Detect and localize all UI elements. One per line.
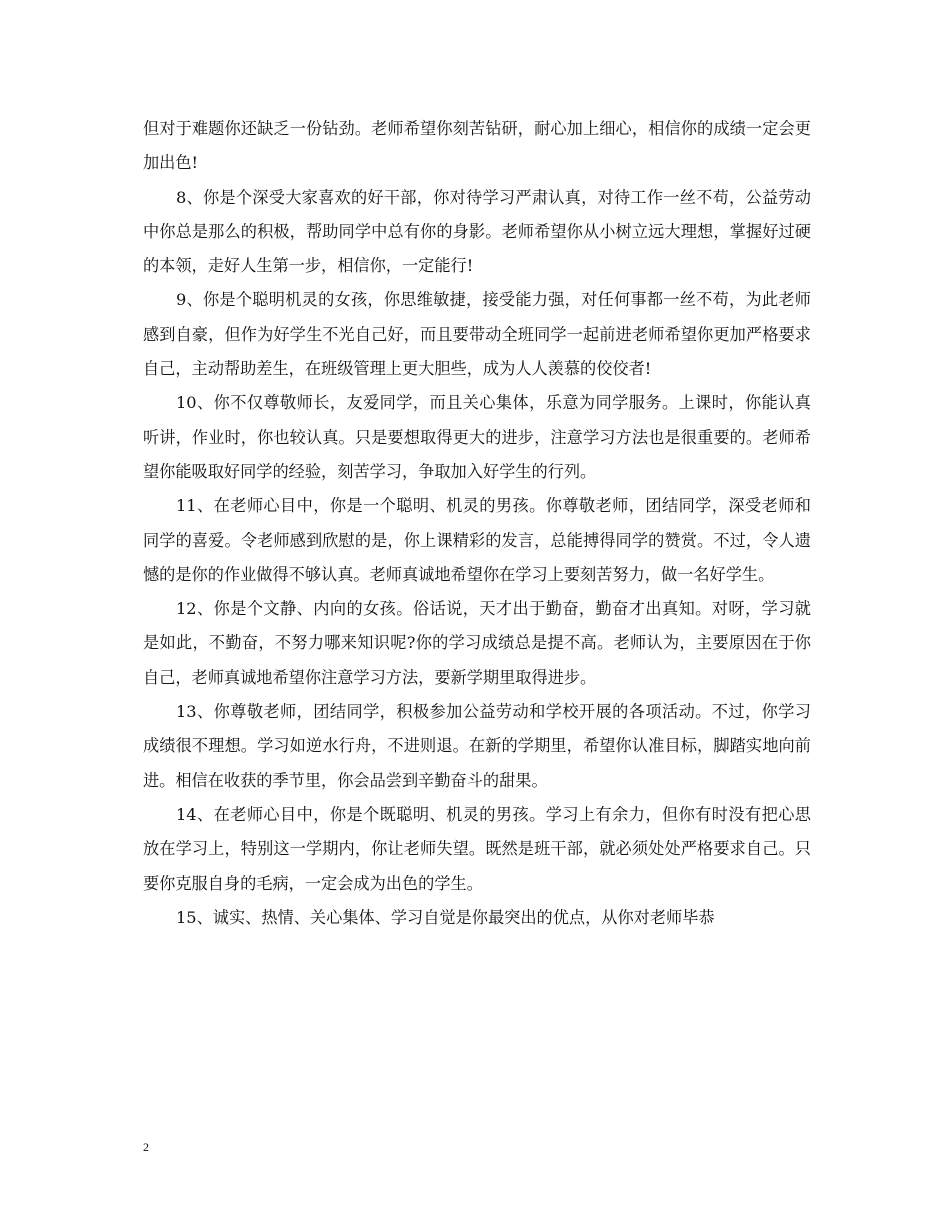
paragraph-6: 12、你是个文静、内向的女孩。俗话说，天才出于勤奋，勤奋才出真知。对呀，学习就是如此，不勤奋，不努力哪来知识呢?你的学习成绩总是提不高。老师认为，主要原因在于你自己，老师真诚地希望你注意学习方法，要新学期里取得进步。 xyxy=(143,599,811,687)
paragraph-8: 14、在老师心目中，你是个既聪明、机灵的男孩。学习上有余力，但你有时没有把心思放在学习上，特别这一学期内，你让老师失望。既然是班干部，就必须处处严格要求自己。只要你克服自身的毛病，一定会成为出色的学生。 xyxy=(143,804,811,893)
paragraph-1: 但对于难题你还缺乏一份钻劲。老师希望你刻苦钻研，耐心加上细心，相信你的成绩一定会更加出色! xyxy=(143,119,811,173)
paragraph-4: 10、你不仅尊敬师长，友爱同学，而且关心集体，乐意为同学服务。上课时，你能认真听讲，作业时，你也较认真。只是要想取得更大的进步，注意学习方法也是很重要的。老师希望你能吸取好同学的经验，刻苦学习，争取加入好学生的行列。 xyxy=(143,393,811,481)
paragraph-9: 15、诚实、热情、关心集体、学习自觉是你最突出的优点，从你对老师毕恭 xyxy=(176,907,715,927)
paragraph-2: 8、你是个深受大家喜欢的好干部，你对待学习严肃认真，对待工作一丝不苟，公益劳动中你总是那么的积极，帮助同学中总有你的身影。老师希望你从小树立远大理想，掌握好过硬的本领，走好人生第一步，相信你，一定能行! xyxy=(143,187,811,276)
paragraph-5: 11、在老师心目中，你是一个聪明、机灵的男孩。你尊敬老师，团结同学，深受老师和同学的喜爱。令老师感到欣慰的是，你上课精彩的发言，总能搏得同学的赞赏。不过，令人遗憾的是你的作业做得不够认真。老师真诚地希望你在学习上要刻苦努力，做一名好学生。 xyxy=(143,496,811,584)
document-body xyxy=(143,112,811,935)
paragraph-7: 13、你尊敬老师，团结同学，积极参加公益劳动和学校开展的各项活动。不过，你学习成绩很不理想。学习如逆水行舟，不进则退。在新的学期里，希望你认准目标，脚踏实地向前进。相信在收获的季节里，你会品尝到辛勤奋斗的甜果。 xyxy=(143,702,811,790)
page-number: 2 xyxy=(143,1140,149,1154)
paragraph-3: 9、你是个聪明机灵的女孩，你思维敏捷，接受能力强，对任何事都一丝不苟，为此老师感到自豪，但作为好学生不光自己好，而且要带动全班同学一起前进老师希望你更加严格要求自己，主动帮助差生，在班级管理上更大胆些，成为人人羡慕的佼佼者! xyxy=(143,290,811,379)
